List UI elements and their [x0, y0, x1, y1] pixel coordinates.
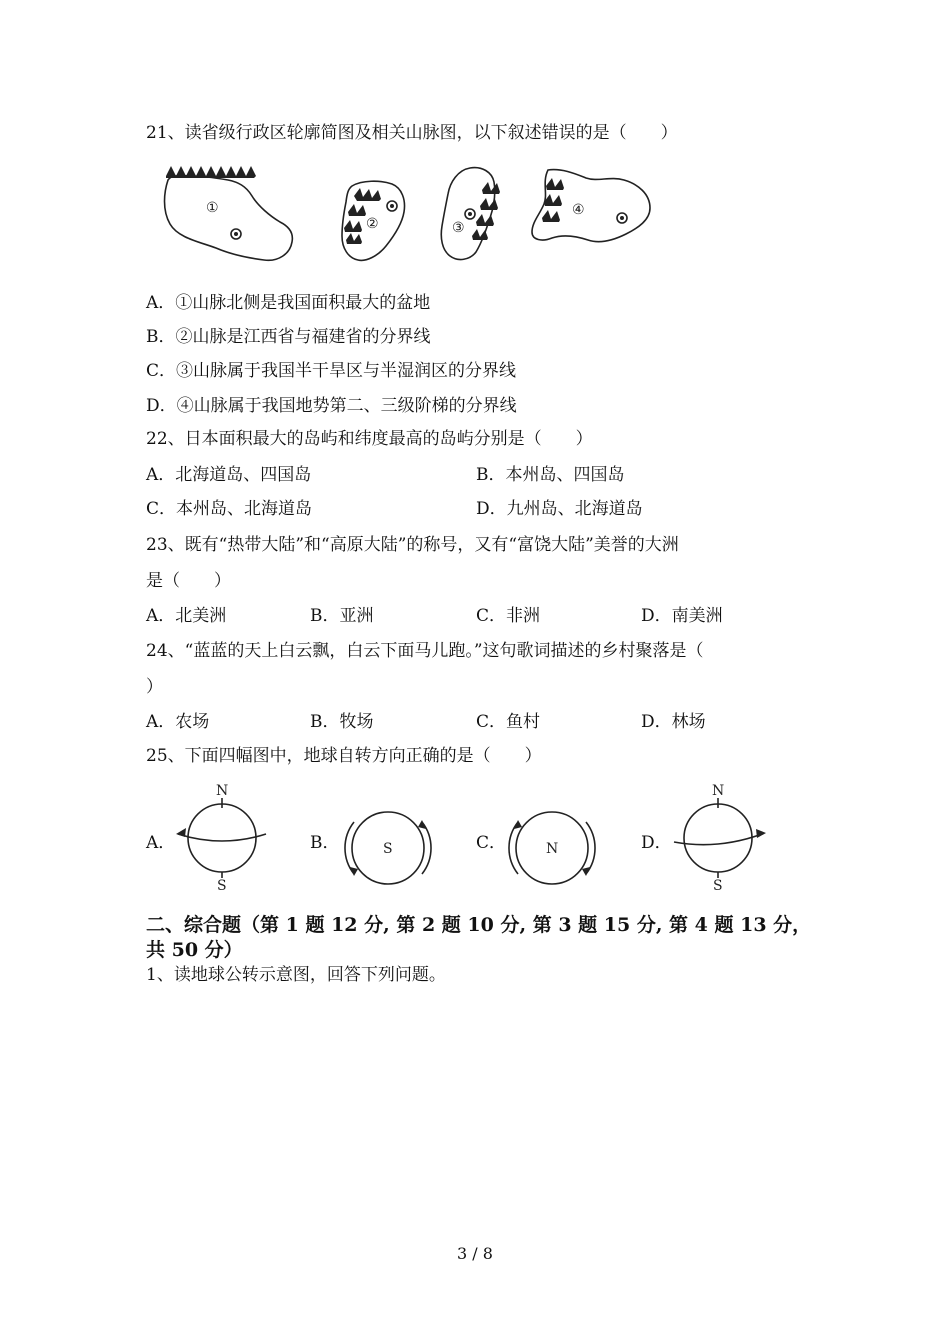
- map-label-3: ③: [452, 220, 465, 236]
- q24-option-b: B．牧场: [310, 712, 374, 732]
- q24-option-c: C．鱼村: [476, 712, 541, 732]
- q22-option-d: D．九州岛、北海道岛: [476, 499, 643, 519]
- globe-b-pole-label: S: [383, 841, 393, 857]
- q23-option-c: C．非洲: [476, 606, 541, 626]
- q23-stem-line1: 23、既有“热带大陆”和“高原大陆”的称号，又有“富饶大陆”美誉的大洲: [146, 535, 679, 555]
- q22-option-b: B．本州岛、四国岛: [476, 465, 625, 485]
- section2-heading-line2: 共 50 分）: [146, 939, 243, 961]
- globe-d-north-label: N: [712, 783, 725, 799]
- q21-option-b: B．②山脉是江西省与福建省的分界线: [146, 327, 431, 347]
- q22-option-c: C．本州岛、北海道岛: [146, 499, 313, 519]
- q25-option-b: B．: [310, 833, 340, 853]
- globe-d-south-label: S: [713, 878, 723, 894]
- q25-option-d: D．: [641, 833, 672, 853]
- map-label-2: ②: [366, 216, 379, 232]
- province-map-3: [436, 164, 520, 264]
- q21-stem: 21、读省级行政区轮廓简图及相关山脉图，以下叙述错误的是（ ）: [146, 123, 678, 143]
- q22-option-a: A．北海道岛、四国岛: [146, 465, 312, 485]
- section2-q1-stem: 1、读地球公转示意图，回答下列问题。: [146, 965, 446, 985]
- q25-option-a: A．: [146, 833, 176, 853]
- globe-diagram-c: [504, 806, 600, 890]
- section2-heading-line1: 二、综合题（第 1 题 12 分, 第 2 题 10 分, 第 3 题 15 分, 第 4 题 13 分，: [146, 914, 812, 936]
- q24-option-a: A．农场: [146, 712, 210, 732]
- q23-option-a: A．北美洲: [146, 606, 227, 626]
- q24-stem-line2: ）: [146, 677, 163, 697]
- rotation-arrow-icon: [756, 829, 766, 838]
- globe-diagram-b: [340, 806, 436, 890]
- q21-option-a: A．①山脉北侧是我国面积最大的盆地: [146, 293, 431, 313]
- map-label-1: ①: [206, 200, 219, 216]
- globe-a-north-label: N: [216, 783, 229, 799]
- page-number: 3 / 8: [457, 1244, 493, 1263]
- q21-option-c: C．③山脉属于我国半干旱区与半湿润区的分界线: [146, 361, 517, 381]
- q23-option-b: B．亚洲: [310, 606, 374, 626]
- globe-c-pole-label: N: [546, 841, 559, 857]
- map-label-4: ④: [572, 202, 585, 218]
- q25-option-c: C．: [476, 833, 507, 853]
- q23-option-d: D．南美洲: [641, 606, 723, 626]
- globe-a-south-label: S: [217, 878, 227, 894]
- q25-stem: 25、下面四幅图中，地球自转方向正确的是（ ）: [146, 746, 542, 766]
- province-map-2: [334, 178, 414, 264]
- q24-stem-line1: 24、“蓝蓝的天上白云飘，白云下面马儿跑。”这句歌词描述的乡村聚落是（: [146, 641, 704, 661]
- q24-option-d: D．林场: [641, 712, 706, 732]
- q21-option-d: D．④山脉属于我国地势第二、三级阶梯的分界线: [146, 396, 517, 416]
- province-map-1: [160, 162, 300, 264]
- province-map-4: [528, 164, 656, 248]
- rotation-arrow-icon: [176, 828, 186, 837]
- globe-diagram-d: [670, 782, 766, 892]
- q23-stem-line2: 是（ ）: [146, 571, 231, 591]
- q22-stem: 22、日本面积最大的岛屿和纬度最高的岛屿分别是（ ）: [146, 429, 593, 449]
- globe-diagram-a: [174, 782, 270, 892]
